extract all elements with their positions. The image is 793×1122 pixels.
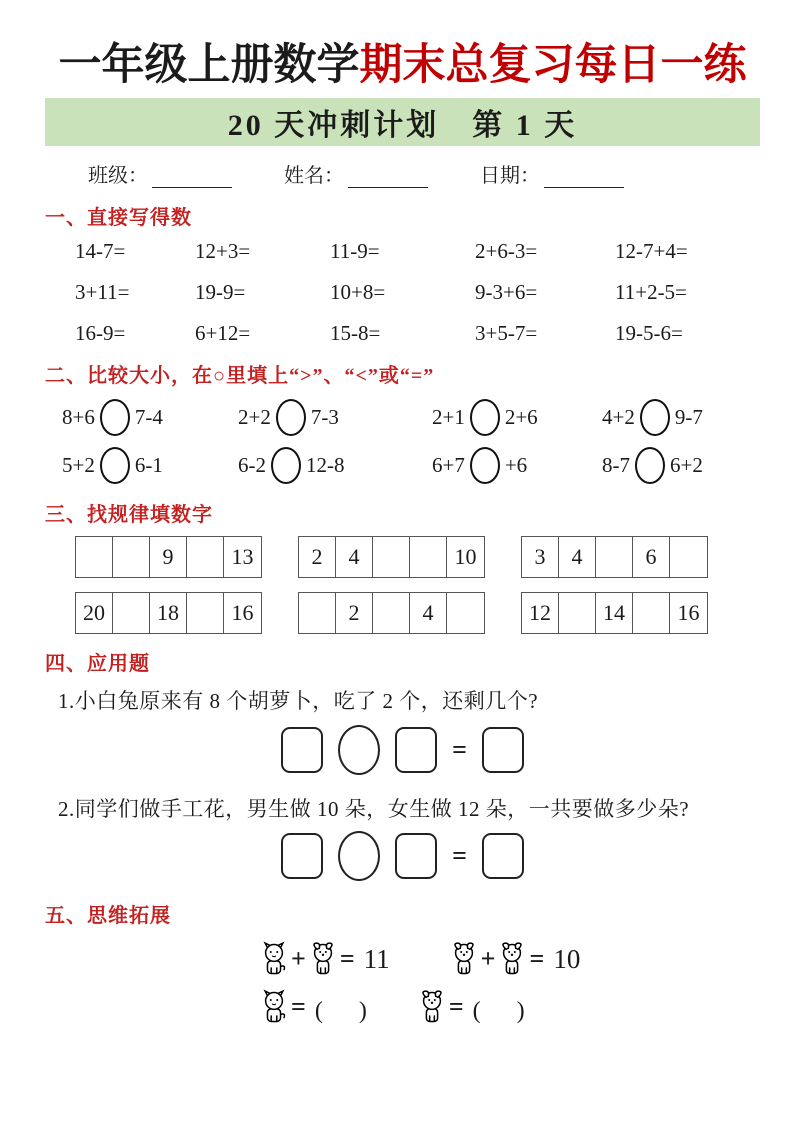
pattern-table [298,592,485,634]
arith-problem: 15-8= [330,321,381,345]
section1-heading: 一、直接写得数 [45,207,192,229]
pattern-cell [633,593,670,633]
pattern-cell: 16 [677,600,700,625]
puzzle-line1 [260,939,760,979]
equals-sign: = [448,992,464,1021]
compare-circle [635,447,665,484]
pattern-cell: 18 [150,593,187,633]
pattern-cell: 9 [150,537,187,577]
compare-problem [62,445,238,485]
arith-problem: 19-9= [195,280,246,304]
dog-icon [309,941,337,977]
compare-right: +6 [504,452,528,477]
answer-box [482,727,524,773]
puzzle-result-1: 11 [363,943,390,974]
pattern-cell [299,593,336,633]
compare-right: 7-3 [310,404,339,429]
section2-heading: 二、比较大小，在○里填上“>”、“<”或“=” [45,365,435,387]
arith-problem: 3+11= [75,280,130,304]
puzzle-eq-cat-dog [260,941,390,977]
compare-problem [602,397,760,437]
equals-sign: = [291,992,306,1021]
date-blank-line [544,168,624,188]
arith-problem: 9-3+6= [475,280,538,304]
pattern-table [75,592,262,634]
compare-problem [432,397,602,437]
equals-sign: = [452,735,467,764]
banner-text: 20 天冲刺计划 第 1 天 [227,109,578,142]
answer-box [281,833,323,879]
compare-problem [62,397,238,437]
pattern-cell [187,593,224,633]
plus-sign: + [480,944,496,973]
name-label: 姓名： [284,165,344,187]
equals-sign: = [452,841,467,870]
page-title [45,40,760,92]
answer-oval [338,725,380,775]
arith-problem: 19-5-6= [615,321,683,345]
dog-icon [498,941,526,977]
arith-problem: 10+8= [330,280,386,304]
pattern-cell [447,593,484,633]
answer-box [482,833,524,879]
section4-heading: 四、应用题 [45,653,150,675]
pattern-cell: 14 [596,593,633,633]
pattern-cell: 13 [231,544,254,569]
answer-box [281,727,323,773]
pattern-cell [596,537,633,577]
date-label: 日期： [480,165,540,187]
puzzle-answer-dog [418,989,531,1025]
arith-problem: 14-7= [75,239,126,263]
arith-problem: 11-9= [330,239,380,263]
cat-icon [260,941,288,977]
compare-circle [470,399,500,436]
compare-left: 8+6 [62,404,95,429]
compare-circle [640,399,670,436]
date-field [480,162,624,188]
equals-sign: = [529,944,545,973]
pattern-table [521,592,708,634]
compare-left: 4+2 [602,404,635,429]
arith-problem: 12-7+4= [615,239,688,263]
pattern-cell [410,537,447,577]
arith-problem: 11+2-5= [615,280,687,304]
pattern-table [298,536,485,578]
dog-icon [418,989,446,1025]
section2-problem-grid [62,397,760,485]
compare-left: 5+2 [62,452,95,477]
pattern-cell: 16 [231,600,254,625]
compare-circle [271,447,301,484]
pattern-cell: 3 [522,537,559,577]
section3-heading: 三、找规律填数字 [45,504,213,526]
pattern-cell: 2 [299,537,336,577]
compare-right: 9-7 [674,404,703,429]
pattern-cell [559,593,596,633]
arith-problem: 3+5-7= [475,321,538,345]
pattern-cell [187,537,224,577]
pattern-table [521,536,708,578]
compare-left: 6+7 [432,452,465,477]
pattern-cell: 20 [76,593,113,633]
pattern-cell [373,537,410,577]
pattern-tables-row1 [75,536,760,578]
word-problem-2: 2.同学们做手工花，男生做 10 朵，女生做 12 朵，一共要做多少朵? [58,797,690,821]
compare-right: 6-1 [134,452,163,477]
answer-shapes-row2 [45,831,760,881]
compare-left: 8-7 [602,452,630,477]
answer-oval [338,831,380,881]
section1-problem-grid [75,239,760,346]
compare-circle [100,447,130,484]
puzzle-result-2: 10 [553,943,581,974]
compare-problem [432,445,602,485]
pattern-cell: 4 [410,593,447,633]
answer-shapes-row1 [45,725,760,775]
puzzle-answer-cat [260,989,373,1025]
compare-problem [238,397,432,437]
compare-circle [100,399,130,436]
arith-problem: 16-9= [75,321,126,345]
plus-sign: + [291,944,306,973]
compare-left: 2+1 [432,404,465,429]
puzzle-line2 [260,987,760,1027]
pattern-cell [670,537,707,577]
compare-right: 12-8 [306,452,345,477]
compare-left: 6-2 [238,452,266,477]
arith-problem: 6+12= [195,321,251,345]
equals-sign: = [339,944,355,973]
compare-circle [276,399,306,436]
compare-right: 7-4 [134,404,163,429]
title-red-part: 期末总复习每日一练 [359,42,747,89]
pattern-cell: 4 [336,537,373,577]
pattern-cell [113,537,150,577]
answer-box [395,727,437,773]
cat-icon [260,989,288,1025]
pattern-table [75,536,262,578]
class-label: 班级： [88,165,148,187]
word-problem-1: 1.小白兔原来有 8 个胡萝卜，吃了 2 个，还剩几个? [58,689,539,713]
compare-circle [470,447,500,484]
pattern-cell: 6 [633,537,670,577]
arith-problem: 12+3= [195,239,251,263]
pattern-cell: 2 [336,593,373,633]
day-banner [45,98,760,146]
name-blank-line [348,168,428,188]
puzzle-eq-dog-dog [450,941,581,977]
pattern-cell [373,593,410,633]
pattern-cell: 4 [559,537,596,577]
compare-right: 6+2 [670,452,703,477]
pattern-cell [76,537,113,577]
name-field [284,162,428,188]
class-field [88,162,232,188]
compare-right: 2+6 [504,404,538,429]
compare-problem [602,445,760,485]
title-black-part: 一年级上册数学 [58,42,360,89]
pattern-cell [113,593,150,633]
compare-problem [238,445,432,485]
section5-heading: 五、思维拓展 [45,905,171,927]
pattern-cell: 10 [454,544,477,569]
dog-icon [450,941,478,977]
pattern-tables-row2 [75,592,760,634]
pattern-cell: 12 [522,593,559,633]
class-blank-line [152,168,232,188]
answer-parentheses: ( ) [314,997,373,1024]
student-info-row [45,162,760,188]
arith-problem: 2+6-3= [475,239,538,263]
answer-box [395,833,437,879]
answer-parentheses: ( ) [472,997,531,1024]
compare-left: 2+2 [238,404,271,429]
